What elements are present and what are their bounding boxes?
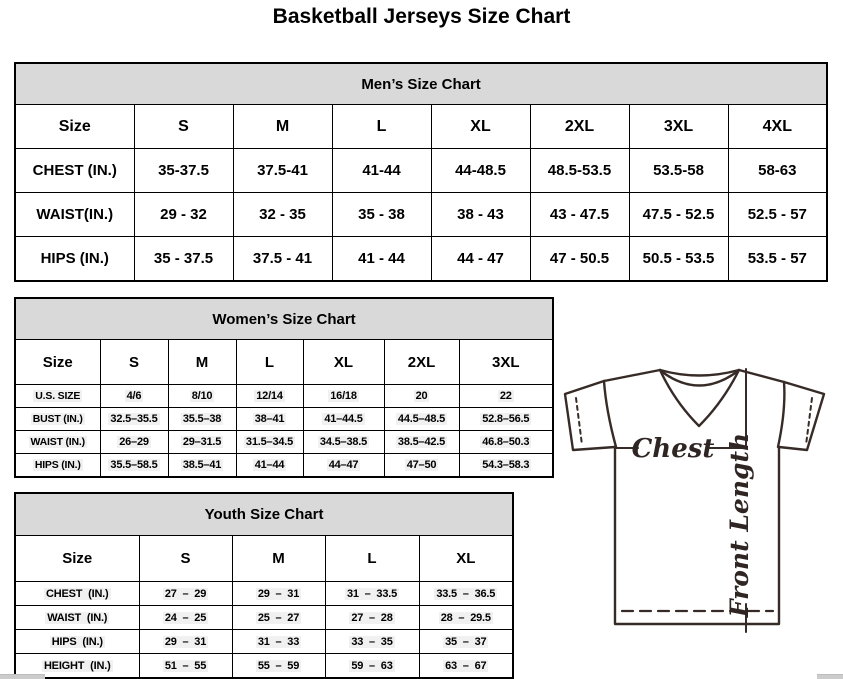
- cell-value: 44-48.5: [431, 149, 530, 193]
- womens-us-size-row: [15, 385, 553, 408]
- mens-col-s: S: [134, 105, 233, 149]
- cell-value: [100, 385, 168, 408]
- cell-value: [232, 630, 325, 654]
- youth-col-xl: XL: [419, 536, 513, 582]
- cell-text: 29 – 31: [164, 635, 207, 648]
- cell-text: 27 – 28: [351, 611, 393, 624]
- cell-text: 33 – 35: [351, 635, 393, 648]
- mens-chest-row: [15, 149, 827, 193]
- row-label: HIPS (IN.): [15, 237, 134, 282]
- womens-waist-row: [15, 431, 553, 454]
- front-length-measure-label: Front Length: [725, 432, 754, 618]
- youth-height-row: [15, 654, 513, 679]
- cell-text: 22: [499, 390, 512, 402]
- cell-text: 46.8–50.3: [482, 436, 530, 448]
- cell-value: [139, 654, 232, 679]
- cell-value: [384, 385, 459, 408]
- cell-text: 41–44: [254, 459, 285, 471]
- mens-size-header: Size: [15, 105, 134, 149]
- cell-text: 38.5–41: [182, 459, 222, 471]
- cell-value: 47.5 - 52.5: [629, 193, 728, 237]
- cell-value: 35 - 38: [332, 193, 431, 237]
- cell-value: [232, 606, 325, 630]
- womens-size-header: Size: [15, 340, 100, 385]
- cell-value: [303, 431, 384, 454]
- cell-value: [303, 408, 384, 431]
- row-label: [15, 582, 139, 606]
- cell-value: 58-63: [728, 149, 827, 193]
- cell-text: HIPS (IN.): [51, 635, 103, 648]
- cell-value: 41 - 44: [332, 237, 431, 282]
- cell-value: [419, 654, 513, 679]
- mens-col-m: M: [233, 105, 332, 149]
- cell-text: 32.5–35.5: [110, 413, 158, 425]
- row-label: CHEST (IN.): [15, 149, 134, 193]
- womens-col-l: L: [236, 340, 303, 385]
- cell-value: 48.5-53.5: [530, 149, 629, 193]
- cell-text: 51 – 55: [164, 659, 207, 672]
- cell-value: 52.5 - 57: [728, 193, 827, 237]
- cell-value: [236, 408, 303, 431]
- cell-value: [325, 582, 419, 606]
- horizontal-scrollbar-right-fragment[interactable]: [817, 674, 843, 679]
- cell-value: [168, 454, 236, 478]
- cell-value: [168, 408, 236, 431]
- cell-text: 38–41: [254, 413, 285, 425]
- cell-text: 38.5–42.5: [397, 436, 446, 448]
- womens-col-m: M: [168, 340, 236, 385]
- row-label: [15, 431, 100, 454]
- row-label: [15, 630, 139, 654]
- cell-value: [139, 606, 232, 630]
- cell-value: [100, 431, 168, 454]
- cell-value: [419, 582, 513, 606]
- row-label: [15, 606, 139, 630]
- cell-value: [236, 431, 303, 454]
- youth-table-title: Youth Size Chart: [15, 493, 513, 536]
- row-label: [15, 408, 100, 431]
- youth-col-s: S: [139, 536, 232, 582]
- cell-text: 35.5–38: [182, 413, 222, 425]
- womens-table-title: Women’s Size Chart: [15, 298, 553, 340]
- cell-value: [384, 408, 459, 431]
- cell-text: 25 – 27: [257, 611, 300, 624]
- cell-text: 24 – 25: [164, 611, 207, 624]
- cell-value: 47 - 50.5: [530, 237, 629, 282]
- cell-value: [232, 654, 325, 679]
- cell-text: 8/10: [191, 390, 213, 402]
- cell-value: 53.5-58: [629, 149, 728, 193]
- cell-value: 53.5 - 57: [728, 237, 827, 282]
- youth-chest-row: [15, 582, 513, 606]
- cell-value: 32 - 35: [233, 193, 332, 237]
- youth-hips-row: [15, 630, 513, 654]
- mens-col-2xl: 2XL: [530, 105, 629, 149]
- cell-value: [325, 654, 419, 679]
- cell-value: [303, 454, 384, 478]
- cell-text: WAIST (IN.): [30, 436, 85, 448]
- cell-value: [419, 630, 513, 654]
- cell-text: HIPS (IN.): [34, 459, 81, 471]
- mens-size-table: [14, 62, 828, 282]
- cell-text: 44.5–48.5: [397, 413, 446, 425]
- cell-text: 16/18: [330, 390, 357, 402]
- youth-waist-row: [15, 606, 513, 630]
- cell-text: 31.5–34.5: [245, 436, 294, 448]
- mens-col-4xl: 4XL: [728, 105, 827, 149]
- page-title: Basketball Jerseys Size Chart: [272, 5, 571, 28]
- cell-value: [459, 385, 553, 408]
- cell-value: 50.5 - 53.5: [629, 237, 728, 282]
- cell-value: [139, 582, 232, 606]
- cell-text: 29–31.5: [182, 436, 222, 448]
- cell-value: [232, 582, 325, 606]
- mens-table-title: Men’s Size Chart: [15, 63, 827, 105]
- cell-value: [325, 630, 419, 654]
- cell-value: [459, 431, 553, 454]
- cell-text: CHEST (IN.): [45, 587, 109, 600]
- cell-text: 4/6: [126, 390, 142, 402]
- youth-size-header: Size: [15, 536, 139, 582]
- cell-value: [384, 454, 459, 478]
- jersey-outline-icon: [556, 360, 843, 662]
- cell-value: [100, 408, 168, 431]
- cell-value: 41-44: [332, 149, 431, 193]
- womens-col-s: S: [100, 340, 168, 385]
- cell-text: 35.5–58.5: [110, 459, 158, 471]
- cell-value: 35 - 37.5: [134, 237, 233, 282]
- womens-col-xl: XL: [303, 340, 384, 385]
- mens-col-l: L: [332, 105, 431, 149]
- cell-text: 63 – 67: [445, 659, 487, 672]
- cell-text: 12/14: [256, 390, 283, 402]
- mens-col-3xl: 3XL: [629, 105, 728, 149]
- womens-bust-row: [15, 408, 553, 431]
- cell-value: 44 - 47: [431, 237, 530, 282]
- cell-text: 54.3–58.3: [482, 459, 530, 471]
- cell-value: [325, 606, 419, 630]
- cell-value: [459, 408, 553, 431]
- cell-text: 59 – 63: [351, 659, 393, 672]
- cell-value: [139, 630, 232, 654]
- cell-text: U.S. SIZE: [35, 390, 81, 402]
- cell-value: [168, 431, 236, 454]
- cell-value: [100, 454, 168, 478]
- cell-value: [459, 454, 553, 478]
- cell-value: [236, 454, 303, 478]
- row-label: WAIST(IN.): [15, 193, 134, 237]
- cell-text: BUST (IN.): [32, 413, 83, 425]
- cell-value: 35-37.5: [134, 149, 233, 193]
- youth-col-l: L: [325, 536, 419, 582]
- jersey-measurement-diagram: [556, 360, 843, 662]
- mens-waist-row: [15, 193, 827, 237]
- cell-text: HEIGHT (IN.): [43, 659, 111, 672]
- womens-col-2xl: 2XL: [384, 340, 459, 385]
- cell-text: 26–29: [119, 436, 149, 448]
- cell-value: [303, 385, 384, 408]
- cell-value: 43 - 47.5: [530, 193, 629, 237]
- mens-hips-row: [15, 237, 827, 282]
- cell-value: 38 - 43: [431, 193, 530, 237]
- womens-size-table: [14, 297, 554, 478]
- row-label: [15, 454, 100, 478]
- horizontal-scrollbar-left-fragment[interactable]: [0, 674, 45, 679]
- youth-col-m: M: [232, 536, 325, 582]
- cell-text: 31 – 33: [257, 635, 300, 648]
- womens-hips-row: [15, 454, 553, 478]
- cell-text: 34.5–38.5: [319, 436, 368, 448]
- cell-text: 47–50: [406, 459, 437, 471]
- cell-value: [419, 606, 513, 630]
- row-label: [15, 385, 100, 408]
- cell-text: 31 – 33.5: [346, 587, 398, 600]
- cell-text: 28 – 29.5: [440, 611, 491, 624]
- cell-value: [168, 385, 236, 408]
- cell-text: 52.8–56.5: [482, 413, 530, 425]
- cell-value: 37.5-41: [233, 149, 332, 193]
- cell-value: [384, 431, 459, 454]
- cell-text: 27 – 29: [164, 587, 207, 600]
- cell-value: 37.5 - 41: [233, 237, 332, 282]
- womens-col-3xl: 3XL: [459, 340, 553, 385]
- cell-text: 44–47: [328, 459, 359, 471]
- cell-text: WAIST (IN.): [47, 611, 108, 624]
- cell-text: 20: [415, 390, 428, 402]
- mens-col-xl: XL: [431, 105, 530, 149]
- cell-text: 41–44.5: [324, 413, 363, 425]
- cell-text: 33.5 – 36.5: [436, 587, 496, 600]
- cell-value: [236, 385, 303, 408]
- cell-text: 29 – 31: [257, 587, 300, 600]
- chest-measure-label: Chest: [631, 434, 715, 464]
- youth-size-table: [14, 492, 514, 679]
- cell-value: 29 - 32: [134, 193, 233, 237]
- cell-text: 35 – 37: [445, 635, 487, 648]
- cell-text: 55 – 59: [257, 659, 300, 672]
